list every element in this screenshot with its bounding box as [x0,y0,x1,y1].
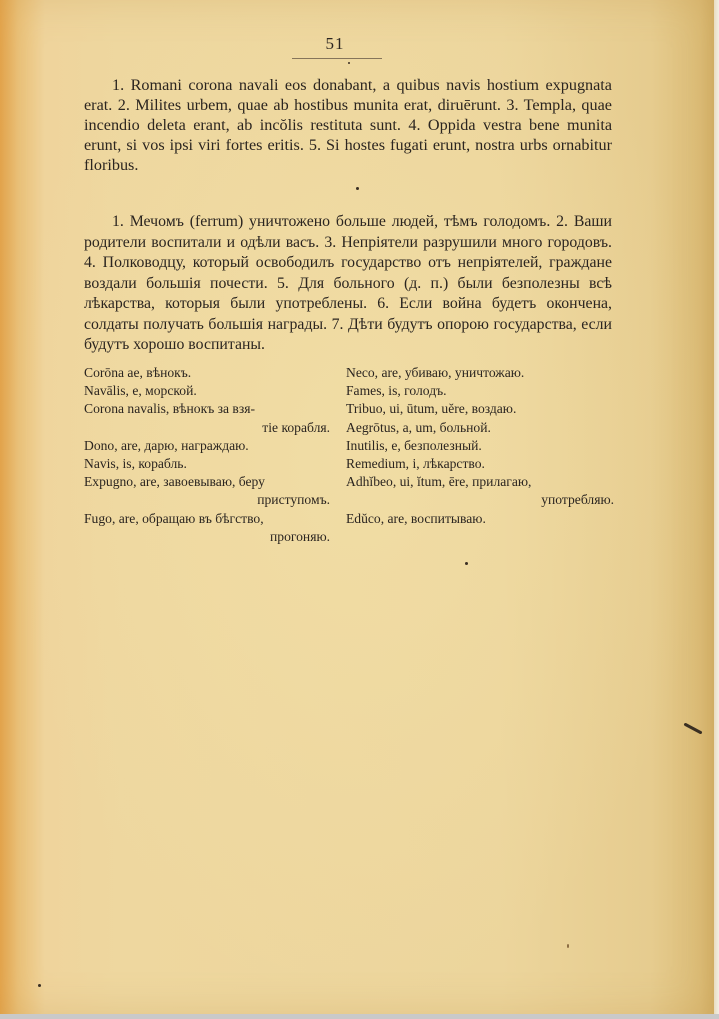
ink-speck [465,562,468,565]
vocab-entry [346,437,614,455]
vocab-entry-continuation: приступомъ. [257,492,330,508]
vocab-entry-text: Fugo, are, обращаю въ бѣгство, [84,510,264,526]
vocabulary-list [84,364,614,546]
ink-speck [567,944,569,948]
vocabulary-column-right [346,364,614,546]
vocab-entry-continuation: тіе корабля. [262,419,330,435]
vocab-entry [84,473,330,509]
vocabulary-column-left [84,364,330,546]
vocab-entry-text: Inutilis, e, безполезный. [346,437,482,453]
vocab-entry-text: Navis, is, корабль. [84,456,187,472]
ink-speck [356,187,359,190]
vocab-entry-text: Corona navalis, вѣнокъ за взя- [84,401,255,417]
vocab-entry [346,473,614,509]
vocab-entry-text: Neco, are, убиваю, уничтожаю. [346,365,525,380]
scan-mark [683,722,702,734]
latin-exercise-paragraph: 1. Romani corona navali eos donabant, a quibus navis hostium expugnata erat. 2. Milites urbem, quae ab hostibus munita erat, diruērunt. 3. Templa, quae incendio deleta erant, ab incŏlis restituta sunt. 4. Oppida vestra bene munita erunt, si vos ipsi viri fortes eritis. 5. Si hostes fugati erunt, nostra urbs ornabitur floribus. [84,76,612,174]
vocab-entry-text: Adhĭbeo, ui, ĭtum, ēre, прилагаю, [346,474,532,490]
vocab-entry [84,382,330,400]
ink-speck [38,984,41,987]
scan-edge-right [714,0,719,1019]
vocab-entry-text: Dono, are, дарю, награждаю. [84,437,249,453]
vocab-entry-text: Aegrōtus, a, um, больной. [346,419,491,435]
page-number-rule [292,58,382,59]
ink-speck [348,62,350,64]
vocab-entry-continuation: употребляю. [541,492,614,508]
vocab-entry-text: Remedium, i, лѣкарство. [346,456,485,472]
vocab-entry [346,382,614,400]
vocab-entry [84,455,330,473]
vocab-entry [346,510,614,528]
vocab-entry [346,419,614,437]
vocab-entry-text: Tribuo, ui, ūtum, uĕre, воздаю. [346,401,517,417]
russian-exercise-paragraph: 1. Мечомъ (ferrum) уничтожено больше людей, тѣмъ голодомъ. 2. Ваши родители воспитали и одѣли васъ. 3. Непріятели разрушили много городовъ. 4. Полководцу, который освободилъ государство отъ непріятелей, граждане воздали большія почести. 5. Для больного (д. п.) были безполезны всѣ лѣкарства, которыя были употреблены. 6. Если война будетъ окончена, солдаты получать большія награды. 7. Дѣти будутъ опорою государства, если будутъ хорошо воспитаны. [84,213,612,353]
vocab-entry [346,400,614,418]
vocab-entry-text: Expugno, are, завоевываю, беру [84,474,265,490]
vocab-entry-continuation: прогоняю. [270,528,330,544]
vocab-entry-text: Navālis, e, морской. [84,383,197,399]
vocab-entry [84,437,330,455]
vocab-entry-text: Fames, is, голодъ. [346,383,447,399]
vocab-entry [346,364,614,382]
vocab-entry [84,364,330,382]
vocab-entry [84,400,330,436]
vocab-entry [346,455,614,473]
scan-edge-bottom [0,1014,719,1019]
vocab-entry-text: Edŭco, are, воспитываю. [346,510,486,526]
vocab-entry [84,510,330,546]
vocab-entry-text: Corōna ae, вѣнокъ. [84,365,192,380]
page-number: 51 [325,34,345,53]
